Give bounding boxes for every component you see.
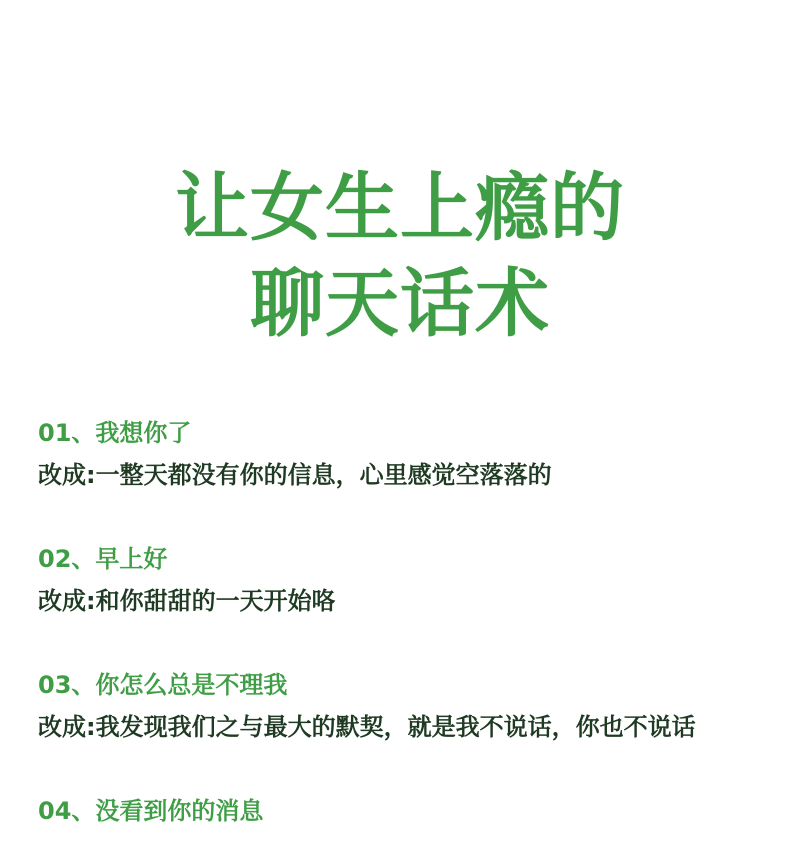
item-heading: 01、我想你了 [38, 419, 192, 447]
list-item [38, 412, 748, 496]
page-title [0, 160, 800, 352]
item-body: 改成:一整天都没有你的信息，心里感觉空落落的 [38, 461, 552, 489]
item-body: 改成:和你甜甜的一天开始咯 [38, 587, 336, 615]
title-line-2: 聊天话术 [250, 261, 550, 347]
list-item [38, 790, 748, 832]
list-item [38, 538, 748, 622]
list-item [38, 664, 748, 748]
tips-list [38, 412, 748, 852]
item-body: 改成:我发现我们之与最大的默契，就是我不说话，你也不说话 [38, 713, 696, 741]
item-heading: 03、你怎么总是不理我 [38, 671, 288, 699]
title-line-1: 让女生上瘾的 [175, 165, 625, 251]
item-heading: 04、没看到你的消息 [38, 797, 264, 825]
item-heading: 02、早上好 [38, 545, 168, 573]
